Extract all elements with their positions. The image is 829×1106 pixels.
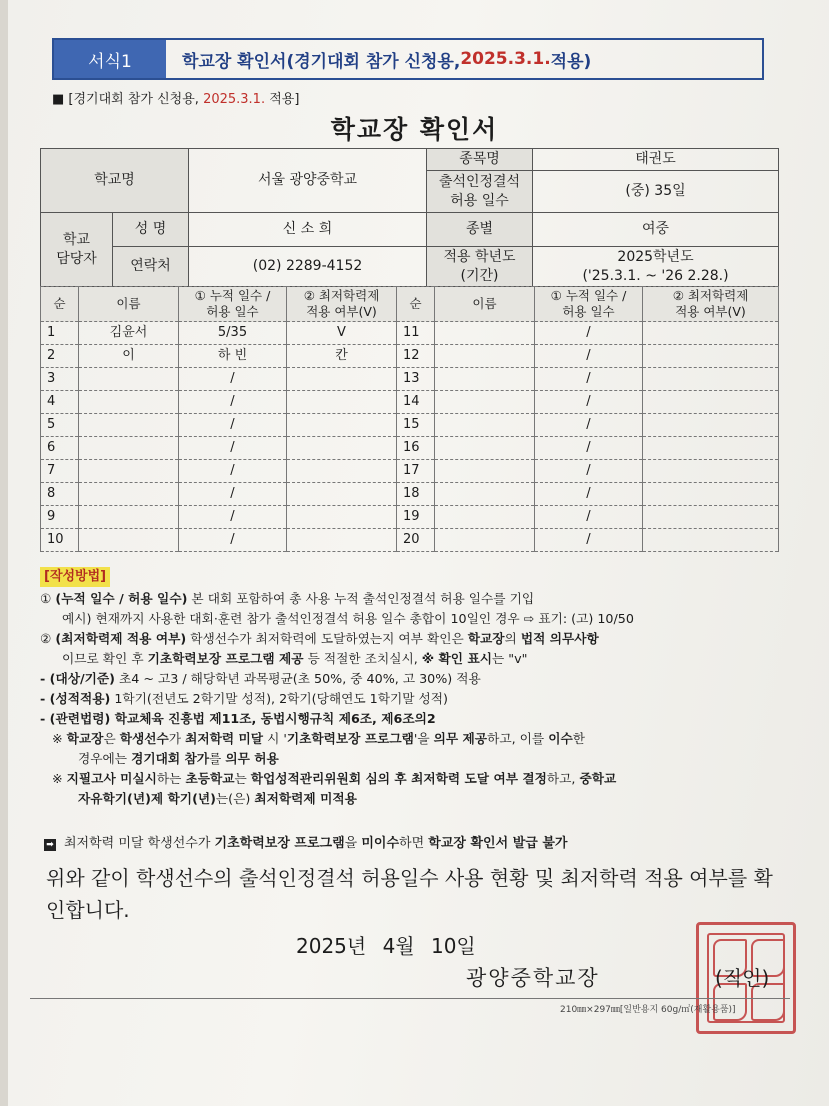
table-row: 5 / 15 / — [41, 414, 779, 437]
instruction-line: ① (누적 일수 / 허용 일수) 본 대회 포함하여 총 사용 누적 출석인정결석 허용 일수를 기입 — [40, 591, 535, 606]
instruction-line: 예시) 현재까지 사용한 대회·훈련 참가 출석인정결석 허용 일수 총합이 10일인 경우 ⇨ 표기: (고) 10/50 — [62, 611, 634, 626]
instruction-line: 자유학기(년)제 학기(년)는(은) 최저학력제 미적용 — [78, 791, 357, 806]
manager-contact-label: 연락처 — [113, 247, 189, 287]
instruction-line: ② (최저학력제 적용 여부) 학생선수가 최저학력에 도달하였는지 여부 확인은 학교장의 법적 의무사항 — [40, 631, 599, 646]
col-header-min: ② 최저학력제 적용 여부(V) — [287, 287, 397, 322]
school-name-label: 학교명 — [41, 149, 189, 213]
seal-label: (직인) — [715, 966, 770, 990]
instruction-line: - (대상/기준) 초4 ~ 고3 / 해당학년 과목평균(초 50%, 중 40%, 고 30%) 적용 — [40, 671, 481, 686]
table-row: 2 이 하 빈 칸 12 / — [41, 345, 779, 368]
col-header-min: ② 최저학력제 적용 여부(V) — [643, 287, 779, 322]
table-row: 4 / 14 / — [41, 391, 779, 414]
table-row: 7 / 17 / — [41, 460, 779, 483]
table-row: 10 / 20 / — [41, 529, 779, 552]
allowed-days-value: (중) 35일 — [533, 171, 779, 213]
form-number-tag: 서식1 — [54, 40, 166, 78]
manager-name-value: 신 소 희 — [189, 213, 427, 247]
instruction-line: ※ 지필고사 미실시하는 초등학교는 학업성적관리위원회 심의 후 최저학력 도달 여부 결정하고, 중학교 — [52, 771, 617, 786]
square-bullet-icon: ■ — [52, 92, 65, 107]
school-year-label: 적용 학년도 (기간) — [427, 247, 533, 287]
instructions-title: [작성방법] — [40, 567, 110, 587]
table-row: 1 김윤서 5/35 V 11 / — [41, 322, 779, 345]
table-row: 3 / 13 / — [41, 368, 779, 391]
sport-label: 종목명 — [427, 149, 533, 171]
document-title: 학교장 확인서 — [330, 115, 499, 144]
col-header-days: ① 누적 일수 / 허용 일수 — [535, 287, 643, 322]
arrow-box-icon: ➡ — [44, 839, 56, 851]
instruction-line: 경우에는 경기대회 참가를 의무 허용 — [78, 751, 279, 766]
col-header-name: 이름 — [435, 287, 535, 322]
school-name-value: 서울 광양중학교 — [189, 149, 427, 213]
col-header-no: 순 — [41, 287, 79, 322]
school-info-table — [40, 148, 779, 287]
table-row: 6 / 16 / — [41, 437, 779, 460]
table-row: 8 / 18 / — [41, 483, 779, 506]
manager-contact-value: (02) 2289-4152 — [189, 247, 427, 287]
col-header-days: ① 누적 일수 / 허용 일수 — [179, 287, 287, 322]
category-value: 여중 — [533, 213, 779, 247]
manager-name-label: 성 명 — [113, 213, 189, 247]
issue-date: 2025년 4월 10일 — [296, 934, 476, 958]
sport-value: 태권도 — [533, 149, 779, 171]
form-header-bar — [52, 38, 764, 80]
col-header-no: 순 — [397, 287, 435, 322]
paper-spec-footer: 210㎜×297㎜[일반용지 60g/㎡(재활용품)] — [560, 1005, 736, 1015]
form-subheading: ■ [경기대회 참가 신청용, 2025.3.1. 적용] — [52, 92, 300, 107]
manager-label: 학교 담당자 — [41, 213, 113, 287]
confirmation-statement: 위와 같이 학생선수의 출석인정결석 허용일수 사용 현황 및 최저학력 적용 여부를 확인합니다. — [46, 866, 773, 922]
principal-title: 광양중학교장 — [466, 966, 600, 990]
notice-line: ➡ 최저학력 미달 학생선수가 기초학력보장 프로그램을 미이수하면 학교장 확인서 발급 불가 — [44, 832, 567, 851]
student-roster-table — [40, 286, 779, 552]
col-header-name: 이름 — [79, 287, 179, 322]
instruction-line: ※ 학교장은 학생선수가 최저학력 미달 시 '기초학력보장 프로그램'을 의무 제공하고, 이를 이수한 — [52, 731, 585, 746]
form-header-title: 학교장 확인서(경기대회 참가 신청용, 2025.3.1. 적용) — [182, 49, 592, 72]
table-row: 9 / 19 / — [41, 506, 779, 529]
instruction-line: 이므로 확인 후 기초학력보장 프로그램 제공 등 적절한 조치실시, ※ 확인 표시는 "v" — [62, 651, 528, 666]
allowed-days-label: 출석인정결석 허용 일수 — [427, 171, 533, 213]
footer-divider — [30, 998, 790, 999]
instructions-section — [40, 566, 785, 809]
category-label: 종별 — [427, 213, 533, 247]
school-year-value: 2025학년도 ('25.3.1. ~ '26 2.28.) — [533, 247, 779, 287]
instruction-line: - (성적적용) 1학기(전년도 2학기말 성적), 2학기(당해연도 1학기말 성적) — [40, 691, 449, 706]
instruction-line: - (관련법령) 학교체육 진흥법 제11조, 동법시행규칙 제6조, 제6조의2 — [40, 711, 436, 726]
